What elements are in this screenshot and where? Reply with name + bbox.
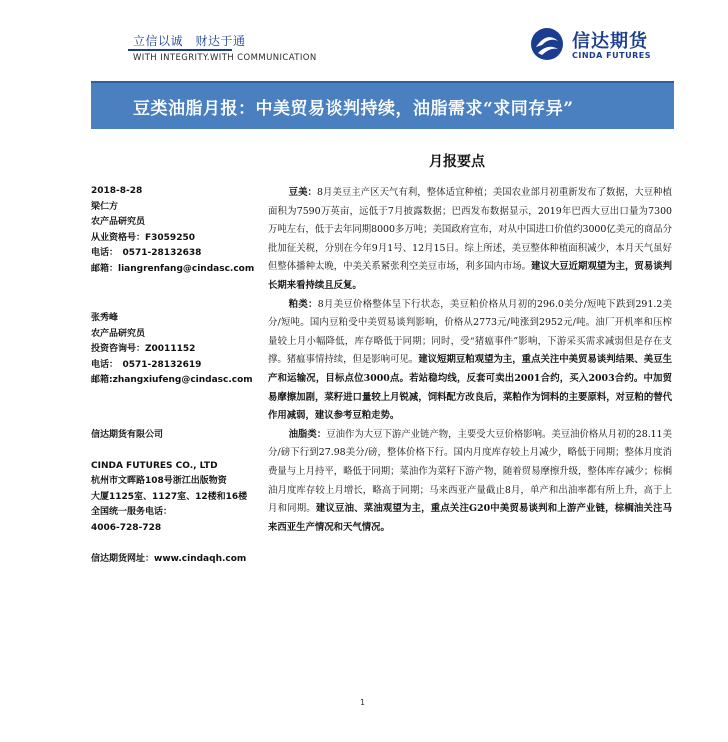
company-address-line: 杭州市文晖路108号浙江出版物资 (91, 476, 227, 486)
analyst-email[interactable]: 邮箱：liangrenfang@cindasc.com (91, 263, 255, 274)
logo-text-en: CINDA FUTURES (572, 51, 651, 60)
paragraph-recommendation: 建议豆油、菜油观望为主，重点关注G20中美贸易谈判和上游产业链，棕榈油关注马来西亚生产情况和天气情况。 (268, 503, 672, 533)
company-address-line: 大厦1125室、1127室、12楼和16楼 (91, 491, 248, 502)
section-heading: 月报要点 (429, 154, 485, 170)
paragraph-recommendation: 建议短期豆粕观望为主，重点关注中美贸易谈判结果、美豆生产和运输况，目标点位3000点。若站稳均线，反套可卖出2001合约，买入2003合约。中加贸易摩擦加剧，菜籽进口量较上月锐减，饲料配方改良后，菜粕作为饲料的主要原料，对豆粕的替代作用减弱，建议参考豆粕走势。 (268, 354, 672, 422)
cinda-logo-icon (530, 27, 564, 61)
analyst-license: 从业资格号：F3059250 (91, 232, 195, 243)
author-sidebar (91, 184, 261, 567)
paragraph-text: 8月美豆主产区天气有利，整体适宜种植；美国农业部月初重新发布了数据，大豆种植面积为7590万英亩，远低于7月披露数据；巴西发布数据显示，2019年巴西大豆出口量为7300万吨左右，低于去年同期8000多万吨；美国政府宣布，对从中国进口价值约3000亿美元的商品分批加征关税，分别在今年9月1号、12月15日。综上所述，美豆整体种植面积减少，本月天气虽好但整体播种太晚，中美关系紧张利空美豆市场，利多国内市场。 (268, 187, 672, 273)
paragraph-label: 粕类： (288, 298, 318, 310)
slogan-underline (128, 49, 232, 51)
hotline-label: 全国统一服务电话： (91, 507, 173, 517)
analyst-license: 投资咨询号：Z0011152 (91, 344, 196, 354)
paragraph-recommendation: 建议大豆近期观望为主，贸易谈判长期来看持续且反复。 (268, 261, 672, 291)
analyst-role: 农产品研究员 (91, 328, 146, 339)
company-website[interactable]: 信达期货网址：www.cindaqh.com (91, 553, 247, 564)
company-name-cn: 信达期货有限公司 (91, 429, 164, 440)
analyst-email[interactable]: 邮箱:zhangxiufeng@cindasc.com (91, 375, 253, 385)
paragraph-label: 油脂类： (288, 428, 327, 440)
logo-text-cn: 信达期货 (572, 31, 648, 52)
analyst-role: 农产品研究员 (91, 217, 146, 227)
analyst-phone: 电话： 0571-28132619 (91, 359, 202, 370)
report-title: 豆类油脂月报：中美贸易谈判持续，油脂需求“求同存异” (133, 99, 574, 119)
report-date: 2018-8-28 (91, 186, 143, 196)
hotline-number: 4006-728-728 (91, 522, 162, 533)
page-number: 1 (360, 698, 366, 707)
title-banner (91, 81, 674, 129)
paragraph-text: 豆油作为大豆下游产业链产物，主要受大豆价格影响。美豆油价格从月初的28.11美分/磅下行到27.98美分/磅，整体价格下行。国内月度库存较上月减少，略低于同期；整体月度消费量与上月持平，略低于同期；菜油作为菜籽下游产物，随着贸易摩擦升级，整体库存减少；棕榈油月度库存较上月增长，略高于同期；马来西亚产量截止8月，单产和出油率都有所上升，高于上月和同期。 (268, 428, 672, 515)
company-name-en: CINDA FUTURES CO., LTD (91, 460, 218, 471)
company-logo (530, 25, 670, 65)
analyst-name: 张秀峰 (91, 313, 119, 323)
analyst-name: 梁仁方 (91, 201, 119, 212)
report-summary (268, 184, 672, 537)
slogan: 立信以诚 财达于通 (133, 34, 246, 48)
analyst-phone: 电话： 0571-28132638 (91, 248, 202, 258)
paragraph-label: 豆美： (288, 187, 317, 198)
soybean-paragraph (268, 184, 672, 296)
tagline: WITH INTEGRITY.WITH COMMUNICATION (133, 53, 317, 63)
oil-paragraph (268, 426, 672, 538)
page-header (0, 0, 728, 90)
paragraph-text: 8月美豆价格整体呈下行状态，美豆粕价格从月初的296.0美分/短吨下跌到291.2美分/短吨。国内豆粕受中美贸易谈判影响，价格从2773元/吨涨到2952元/吨。油厂开机率和压榨量较上月小幅降低，库存略低于同期；同时，受“猪瘟事件”影响，下游采买需求减弱但是存在支撑。猪瘟事情持续，但是影响可见。 (268, 298, 672, 366)
meal-paragraph (268, 296, 672, 426)
